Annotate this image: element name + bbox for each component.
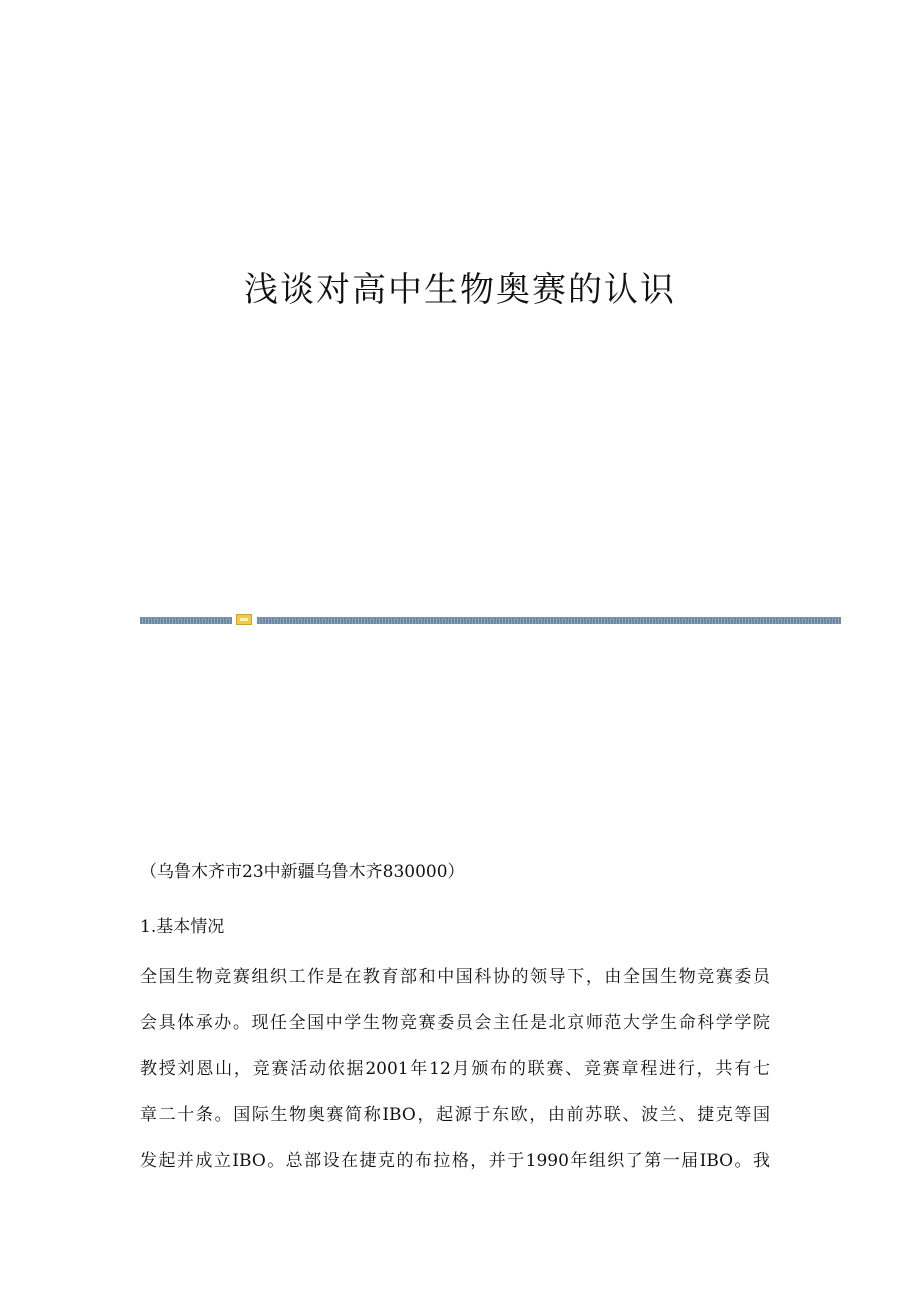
- body-paragraph: [140, 965, 770, 1195]
- body-line: 章二十条。国际生物奥赛简称IBO，起源于东欧，由前苏联、波兰、捷克等国: [140, 1105, 770, 1125]
- divider-bar-right: [257, 617, 841, 624]
- author-affiliation: （乌鲁木齐市23中新疆乌鲁木齐830000）: [140, 862, 465, 882]
- divider-ornament-icon: [236, 614, 252, 625]
- body-line: 发起并成立IBO。总部设在捷克的布拉格，并于1990年组织了第一届IBO。我: [140, 1151, 770, 1171]
- divider-bar-left: [140, 617, 232, 624]
- body-line: 会具体承办。现任全国中学生物竞赛委员会主任是北京师范大学生命科学学院: [140, 1013, 770, 1033]
- body-line: 全国生物竞赛组织工作是在教育部和中国科协的领导下，由全国生物竞赛委员: [140, 967, 770, 987]
- body-line: 教授刘恩山，竞赛活动依据2001年12月颁布的联赛、竞赛章程进行，共有七: [140, 1059, 770, 1079]
- section-heading: 1.基本情况: [140, 917, 225, 937]
- page-title: 浅谈对高中生物奥赛的认识: [244, 270, 676, 310]
- section-divider: [140, 614, 841, 626]
